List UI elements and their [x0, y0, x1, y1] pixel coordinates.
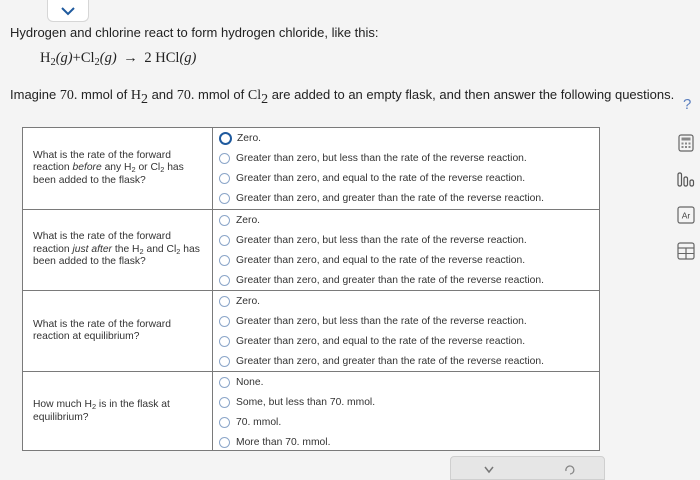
question-row-4: [23, 371, 599, 451]
q4-option-equal[interactable]: 70. mmol.: [219, 412, 599, 432]
q3-option-less[interactable]: Greater than zero, but less than the rate of the reverse reaction.: [219, 311, 599, 331]
bar-chart-icon: [676, 170, 696, 188]
question-row-2: [23, 209, 599, 290]
chart-button[interactable]: [675, 168, 697, 190]
radio-button[interactable]: [219, 275, 230, 286]
q2-option-greater[interactable]: Greater than zero, and greater than the rate of the reverse reaction.: [219, 270, 599, 290]
question-row-1: [23, 128, 599, 209]
radio-button[interactable]: [219, 215, 230, 226]
radio-button[interactable]: [219, 132, 232, 145]
questions-table: [22, 127, 600, 451]
undo-icon[interactable]: [563, 465, 575, 475]
data-table-icon: [677, 242, 695, 260]
q3-option-greater[interactable]: Greater than zero, and greater than the rate of the reverse reaction.: [219, 351, 599, 371]
radio-button[interactable]: [219, 377, 230, 388]
question-4-text: How much $H_2$ is in the flask at equilibrium?: [33, 399, 170, 423]
periodic-table-button[interactable]: [675, 204, 697, 226]
chevron-down-icon: [60, 6, 76, 16]
tools-panel: [675, 132, 697, 276]
q4-option-some[interactable]: Some, but less than 70. mmol.: [219, 392, 599, 412]
data-table-button[interactable]: [675, 240, 697, 262]
calculator-button[interactable]: [675, 132, 697, 154]
q3-option-zero[interactable]: Zero.: [219, 291, 599, 311]
q2-option-less[interactable]: Greater than zero, but less than the rate of the reverse reaction.: [219, 230, 599, 250]
question-2-text: What is the rate of the forward reaction just after the $H_2$ and $Cl_2$ has been added to the flask?: [33, 231, 200, 268]
q2-option-zero[interactable]: Zero.: [219, 210, 599, 230]
radio-button[interactable]: [219, 255, 230, 266]
problem-statement: Imagine 70. mmol of $H_2$ and 70. mmol of $Cl_2$ are added to an empty flask, and then answer the following questions.: [10, 87, 675, 107]
radio-button[interactable]: [219, 173, 230, 184]
radio-button[interactable]: [219, 296, 230, 307]
collapse-chevron-button[interactable]: [47, 0, 89, 22]
intro-text: Hydrogen and chlorine react to form hydrogen chloride, like this:: [10, 25, 379, 40]
q3-option-equal[interactable]: Greater than zero, and equal to the rate of the reverse reaction.: [219, 331, 599, 351]
radio-button[interactable]: [219, 417, 230, 428]
radio-button[interactable]: [219, 356, 230, 367]
q1-option-greater[interactable]: Greater than zero, and greater than the rate of the reverse reaction.: [219, 188, 599, 208]
radio-button[interactable]: [219, 437, 230, 448]
q1-option-equal[interactable]: Greater than zero, and equal to the rate of the reverse reaction.: [219, 168, 599, 188]
question-1-text: What is the rate of the forward reaction before any $H_2$ or $Cl_2$ has been added to the flask?: [33, 149, 184, 186]
radio-button[interactable]: [219, 316, 230, 327]
radio-button[interactable]: [219, 235, 230, 246]
radio-button[interactable]: [219, 336, 230, 347]
q2-option-equal[interactable]: Greater than zero, and equal to the rate of the reverse reaction.: [219, 250, 599, 270]
question-3-text: What is the rate of the forward reaction at equilibrium?: [33, 318, 171, 342]
q1-option-less[interactable]: Greater than zero, but less than the rate of the reverse reaction.: [219, 148, 599, 168]
periodic-table-icon: [677, 206, 695, 224]
radio-button[interactable]: [219, 193, 230, 204]
radio-button[interactable]: [219, 153, 230, 164]
calculator-icon: [678, 134, 694, 152]
q1-option-zero[interactable]: Zero.: [219, 128, 599, 148]
reaction-equation: $H_2(g)+Cl_2(g) \to 2$ HCl(g): [40, 50, 197, 68]
q4-option-none[interactable]: None.: [219, 372, 599, 392]
q4-option-more[interactable]: More than 70. mmol.: [219, 432, 599, 452]
radio-button[interactable]: [219, 397, 230, 408]
check-answer-icon[interactable]: [483, 465, 495, 475]
help-icon[interactable]: ?: [683, 96, 692, 113]
bottom-action-bar: [450, 456, 605, 480]
svg-text:Ar: Ar: [681, 210, 691, 221]
question-row-3: [23, 290, 599, 371]
